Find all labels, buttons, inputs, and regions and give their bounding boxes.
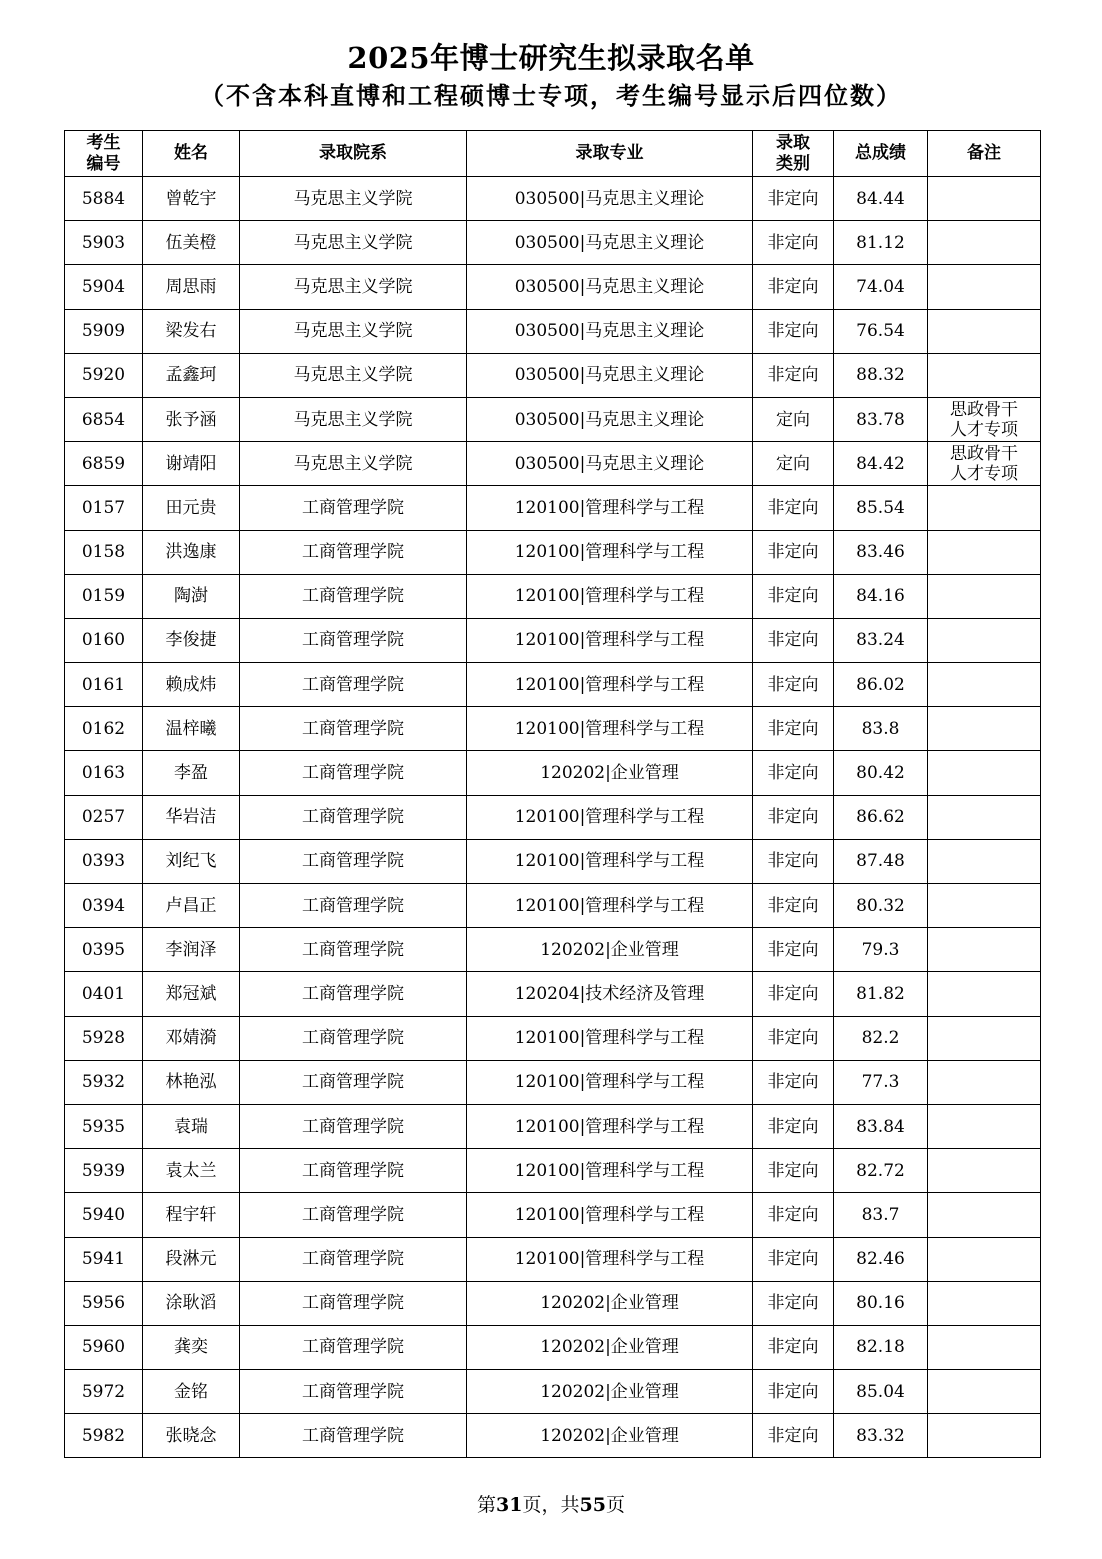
table-row xyxy=(65,1325,1041,1369)
table-row xyxy=(65,1414,1041,1458)
cell-school: 工商管理学院 xyxy=(240,707,467,751)
cell-major: 120202|企业管理 xyxy=(467,1325,753,1369)
cell-type: 非定向 xyxy=(753,928,834,972)
cell-score: 83.32 xyxy=(834,1414,928,1458)
cell-type: 非定向 xyxy=(753,1237,834,1281)
cell-id: 5903 xyxy=(65,221,143,265)
header-major: 录取专业 xyxy=(467,131,753,177)
cell-type: 非定向 xyxy=(753,795,834,839)
table-row xyxy=(65,530,1041,574)
cell-name: 李润泽 xyxy=(143,928,240,972)
cell-score: 77.3 xyxy=(834,1060,928,1104)
cell-id: 5956 xyxy=(65,1281,143,1325)
cell-name: 袁瑞 xyxy=(143,1104,240,1148)
cell-name: 田元贵 xyxy=(143,486,240,530)
cell-note xyxy=(928,1370,1041,1414)
cell-school: 工商管理学院 xyxy=(240,1193,467,1237)
table-row xyxy=(65,751,1041,795)
cell-major: 120202|企业管理 xyxy=(467,928,753,972)
admission-table xyxy=(64,130,1041,1458)
footer-prefix: 第 xyxy=(477,1494,497,1516)
cell-major: 120100|管理科学与工程 xyxy=(467,1149,753,1193)
cell-type: 非定向 xyxy=(753,972,834,1016)
cell-type: 非定向 xyxy=(753,574,834,618)
table-row xyxy=(65,1016,1041,1060)
table-row xyxy=(65,397,1041,441)
cell-score: 80.16 xyxy=(834,1281,928,1325)
cell-score: 83.46 xyxy=(834,530,928,574)
cell-school: 工商管理学院 xyxy=(240,1016,467,1060)
cell-school: 马克思主义学院 xyxy=(240,221,467,265)
cell-id: 0401 xyxy=(65,972,143,1016)
cell-type: 非定向 xyxy=(753,751,834,795)
cell-note xyxy=(928,1237,1041,1281)
cell-type: 非定向 xyxy=(753,1104,834,1148)
table-row xyxy=(65,618,1041,662)
cell-note xyxy=(928,1193,1041,1237)
cell-type: 非定向 xyxy=(753,839,834,883)
cell-type: 非定向 xyxy=(753,663,834,707)
cell-note xyxy=(928,397,1041,441)
cell-school: 马克思主义学院 xyxy=(240,177,467,221)
cell-type: 非定向 xyxy=(753,1414,834,1458)
cell-major: 120100|管理科学与工程 xyxy=(467,574,753,618)
cell-id: 5982 xyxy=(65,1414,143,1458)
page-title: 2025年博士研究生拟录取名单 xyxy=(347,41,755,75)
cell-major: 120100|管理科学与工程 xyxy=(467,663,753,707)
cell-major: 120100|管理科学与工程 xyxy=(467,1237,753,1281)
cell-name: 孟鑫珂 xyxy=(143,353,240,397)
cell-school: 工商管理学院 xyxy=(240,928,467,972)
table-row xyxy=(65,177,1041,221)
table-row xyxy=(65,884,1041,928)
cell-id: 0161 xyxy=(65,663,143,707)
cell-school: 工商管理学院 xyxy=(240,618,467,662)
cell-note xyxy=(928,309,1041,353)
cell-major: 120100|管理科学与工程 xyxy=(467,795,753,839)
cell-school: 工商管理学院 xyxy=(240,751,467,795)
cell-major: 030500|马克思主义理论 xyxy=(467,397,753,441)
cell-major: 030500|马克思主义理论 xyxy=(467,177,753,221)
cell-name: 曾乾宇 xyxy=(143,177,240,221)
table-row xyxy=(65,1104,1041,1148)
cell-type: 非定向 xyxy=(753,1281,834,1325)
cell-type: 非定向 xyxy=(753,221,834,265)
cell-school: 工商管理学院 xyxy=(240,1281,467,1325)
cell-type: 非定向 xyxy=(753,1325,834,1369)
table-row xyxy=(65,442,1041,486)
cell-score: 84.42 xyxy=(834,442,928,486)
cell-name: 华岩洁 xyxy=(143,795,240,839)
footer-total-pages: 55 xyxy=(579,1494,606,1516)
cell-id: 0395 xyxy=(65,928,143,972)
page-footer xyxy=(0,1490,1102,1517)
table-row xyxy=(65,707,1041,751)
cell-major: 120100|管理科学与工程 xyxy=(467,1060,753,1104)
cell-id: 5940 xyxy=(65,1193,143,1237)
cell-major: 120100|管理科学与工程 xyxy=(467,618,753,662)
cell-major: 120100|管理科学与工程 xyxy=(467,707,753,751)
cell-score: 83.8 xyxy=(834,707,928,751)
cell-major: 120100|管理科学与工程 xyxy=(467,839,753,883)
cell-school: 工商管理学院 xyxy=(240,884,467,928)
cell-type: 非定向 xyxy=(753,1149,834,1193)
cell-note xyxy=(928,1149,1041,1193)
cell-school: 马克思主义学院 xyxy=(240,309,467,353)
cell-school: 工商管理学院 xyxy=(240,1149,467,1193)
cell-major: 030500|马克思主义理论 xyxy=(467,221,753,265)
table-row xyxy=(65,574,1041,618)
cell-name: 谢靖阳 xyxy=(143,442,240,486)
cell-name: 陶澍 xyxy=(143,574,240,618)
cell-type: 非定向 xyxy=(753,530,834,574)
cell-major: 120204|技术经济及管理 xyxy=(467,972,753,1016)
table-row xyxy=(65,265,1041,309)
cell-type: 非定向 xyxy=(753,884,834,928)
cell-score: 84.44 xyxy=(834,177,928,221)
cell-score: 80.42 xyxy=(834,751,928,795)
cell-id: 5884 xyxy=(65,177,143,221)
cell-major: 030500|马克思主义理论 xyxy=(467,442,753,486)
cell-note xyxy=(928,177,1041,221)
cell-note xyxy=(928,1060,1041,1104)
cell-id: 5935 xyxy=(65,1104,143,1148)
cell-score: 81.82 xyxy=(834,972,928,1016)
cell-note xyxy=(928,1281,1041,1325)
cell-type: 非定向 xyxy=(753,707,834,751)
cell-id: 0160 xyxy=(65,618,143,662)
cell-major: 120100|管理科学与工程 xyxy=(467,1104,753,1148)
note-line: 思政骨干 xyxy=(950,443,1018,464)
cell-note xyxy=(928,1104,1041,1148)
cell-type: 定向 xyxy=(753,397,834,441)
note-line: 人才专项 xyxy=(950,419,1018,440)
cell-score: 82.72 xyxy=(834,1149,928,1193)
cell-score: 87.48 xyxy=(834,839,928,883)
cell-school: 工商管理学院 xyxy=(240,530,467,574)
cell-school: 工商管理学院 xyxy=(240,663,467,707)
cell-score: 83.7 xyxy=(834,1193,928,1237)
cell-school: 马克思主义学院 xyxy=(240,265,467,309)
cell-note xyxy=(928,221,1041,265)
cell-id: 0162 xyxy=(65,707,143,751)
cell-major: 120100|管理科学与工程 xyxy=(467,486,753,530)
cell-score: 85.04 xyxy=(834,1370,928,1414)
table-row xyxy=(65,795,1041,839)
cell-major: 120100|管理科学与工程 xyxy=(467,1193,753,1237)
cell-school: 工商管理学院 xyxy=(240,1104,467,1148)
cell-school: 工商管理学院 xyxy=(240,1370,467,1414)
cell-id: 0159 xyxy=(65,574,143,618)
cell-type: 非定向 xyxy=(753,486,834,530)
table-row xyxy=(65,928,1041,972)
table-row xyxy=(65,1370,1041,1414)
header-score: 总成绩 xyxy=(834,131,928,177)
header-id-line-2: 编号 xyxy=(86,153,121,174)
cell-name: 邓婧漪 xyxy=(143,1016,240,1060)
cell-note xyxy=(928,751,1041,795)
cell-name: 龚奕 xyxy=(143,1325,240,1369)
cell-id: 0158 xyxy=(65,530,143,574)
cell-school: 工商管理学院 xyxy=(240,1325,467,1369)
cell-major: 120100|管理科学与工程 xyxy=(467,530,753,574)
cell-name: 刘纪飞 xyxy=(143,839,240,883)
header-note: 备注 xyxy=(928,131,1041,177)
cell-type: 非定向 xyxy=(753,1193,834,1237)
cell-name: 涂耿滔 xyxy=(143,1281,240,1325)
cell-school: 工商管理学院 xyxy=(240,795,467,839)
cell-name: 张予涵 xyxy=(143,397,240,441)
cell-name: 段淋元 xyxy=(143,1237,240,1281)
cell-score: 74.04 xyxy=(834,265,928,309)
cell-score: 82.46 xyxy=(834,1237,928,1281)
cell-id: 6859 xyxy=(65,442,143,486)
table-row xyxy=(65,486,1041,530)
cell-id: 5939 xyxy=(65,1149,143,1193)
cell-name: 周思雨 xyxy=(143,265,240,309)
cell-school: 工商管理学院 xyxy=(240,1060,467,1104)
table-row xyxy=(65,839,1041,883)
cell-school: 工商管理学院 xyxy=(240,972,467,1016)
cell-score: 86.02 xyxy=(834,663,928,707)
header-type xyxy=(753,131,834,177)
cell-id: 0163 xyxy=(65,751,143,795)
header-id-line-1: 考生 xyxy=(86,132,121,153)
cell-id: 5909 xyxy=(65,309,143,353)
cell-note xyxy=(928,265,1041,309)
cell-score: 83.84 xyxy=(834,1104,928,1148)
cell-id: 5920 xyxy=(65,353,143,397)
cell-score: 80.32 xyxy=(834,884,928,928)
cell-school: 工商管理学院 xyxy=(240,839,467,883)
cell-major: 120202|企业管理 xyxy=(467,1414,753,1458)
cell-id: 5904 xyxy=(65,265,143,309)
footer-page-number: 31 xyxy=(496,1494,523,1516)
cell-type: 非定向 xyxy=(753,1370,834,1414)
cell-note xyxy=(928,530,1041,574)
cell-score: 84.16 xyxy=(834,574,928,618)
cell-type: 非定向 xyxy=(753,1016,834,1060)
cell-type: 定向 xyxy=(753,442,834,486)
table-row xyxy=(65,353,1041,397)
table-row xyxy=(65,1281,1041,1325)
cell-score: 82.18 xyxy=(834,1325,928,1369)
cell-score: 83.78 xyxy=(834,397,928,441)
cell-name: 赖成炜 xyxy=(143,663,240,707)
header-name: 姓名 xyxy=(143,131,240,177)
cell-note xyxy=(928,972,1041,1016)
cell-name: 林艳泓 xyxy=(143,1060,240,1104)
cell-note xyxy=(928,1325,1041,1369)
cell-id: 5941 xyxy=(65,1237,143,1281)
cell-major: 120202|企业管理 xyxy=(467,1281,753,1325)
cell-name: 温梓曦 xyxy=(143,707,240,751)
cell-id: 0257 xyxy=(65,795,143,839)
header-type-line-1: 录取 xyxy=(776,132,810,153)
cell-note xyxy=(928,707,1041,751)
cell-score: 83.24 xyxy=(834,618,928,662)
cell-major: 030500|马克思主义理论 xyxy=(467,265,753,309)
cell-note xyxy=(928,795,1041,839)
note-line: 人才专项 xyxy=(950,463,1018,484)
cell-note xyxy=(928,839,1041,883)
cell-score: 85.54 xyxy=(834,486,928,530)
cell-name: 郑冠斌 xyxy=(143,972,240,1016)
cell-major: 030500|马克思主义理论 xyxy=(467,309,753,353)
cell-score: 86.62 xyxy=(834,795,928,839)
cell-school: 工商管理学院 xyxy=(240,574,467,618)
cell-name: 李俊捷 xyxy=(143,618,240,662)
table-row xyxy=(65,663,1041,707)
cell-school: 工商管理学院 xyxy=(240,1237,467,1281)
cell-type: 非定向 xyxy=(753,177,834,221)
cell-id: 5972 xyxy=(65,1370,143,1414)
table-row xyxy=(65,972,1041,1016)
cell-major: 120202|企业管理 xyxy=(467,751,753,795)
cell-name: 金铭 xyxy=(143,1370,240,1414)
footer-middle: 页，共 xyxy=(522,1494,580,1516)
table-row xyxy=(65,309,1041,353)
cell-id: 6854 xyxy=(65,397,143,441)
header-type-line-2: 类别 xyxy=(776,153,810,174)
cell-note xyxy=(928,574,1041,618)
cell-name: 伍美橙 xyxy=(143,221,240,265)
cell-note xyxy=(928,1414,1041,1458)
cell-id: 5928 xyxy=(65,1016,143,1060)
cell-note xyxy=(928,1016,1041,1060)
table-body xyxy=(65,177,1041,1458)
cell-id: 0394 xyxy=(65,884,143,928)
cell-type: 非定向 xyxy=(753,265,834,309)
header-school: 录取院系 xyxy=(240,131,467,177)
table-row xyxy=(65,1060,1041,1104)
cell-name: 张晓念 xyxy=(143,1414,240,1458)
cell-note xyxy=(928,663,1041,707)
cell-school: 工商管理学院 xyxy=(240,486,467,530)
cell-score: 82.2 xyxy=(834,1016,928,1060)
cell-name: 袁太兰 xyxy=(143,1149,240,1193)
cell-note xyxy=(928,928,1041,972)
cell-type: 非定向 xyxy=(753,618,834,662)
cell-score: 79.3 xyxy=(834,928,928,972)
cell-note xyxy=(928,618,1041,662)
cell-name: 李盈 xyxy=(143,751,240,795)
table-header-row xyxy=(65,131,1041,177)
cell-school: 工商管理学院 xyxy=(240,1414,467,1458)
cell-score: 81.12 xyxy=(834,221,928,265)
footer-suffix: 页 xyxy=(605,1494,625,1516)
cell-note xyxy=(928,442,1041,486)
cell-school: 马克思主义学院 xyxy=(240,442,467,486)
table-row xyxy=(65,1149,1041,1193)
cell-id: 0157 xyxy=(65,486,143,530)
cell-note xyxy=(928,486,1041,530)
cell-name: 卢昌正 xyxy=(143,884,240,928)
cell-id: 5932 xyxy=(65,1060,143,1104)
table-row xyxy=(65,221,1041,265)
cell-name: 洪逸康 xyxy=(143,530,240,574)
cell-school: 马克思主义学院 xyxy=(240,397,467,441)
cell-major: 030500|马克思主义理论 xyxy=(467,353,753,397)
cell-name: 程宇轩 xyxy=(143,1193,240,1237)
cell-score: 88.32 xyxy=(834,353,928,397)
cell-major: 120100|管理科学与工程 xyxy=(467,884,753,928)
page-subtitle: （不含本科直博和工程硕博士专项，考生编号显示后四位数） xyxy=(200,81,902,110)
cell-type: 非定向 xyxy=(753,309,834,353)
cell-type: 非定向 xyxy=(753,353,834,397)
cell-note xyxy=(928,353,1041,397)
header-id xyxy=(65,131,143,177)
cell-type: 非定向 xyxy=(753,1060,834,1104)
cell-school: 马克思主义学院 xyxy=(240,353,467,397)
table-row xyxy=(65,1237,1041,1281)
cell-id: 5960 xyxy=(65,1325,143,1369)
table-row xyxy=(65,1193,1041,1237)
cell-id: 0393 xyxy=(65,839,143,883)
cell-major: 120202|企业管理 xyxy=(467,1370,753,1414)
cell-score: 76.54 xyxy=(834,309,928,353)
cell-major: 120100|管理科学与工程 xyxy=(467,1016,753,1060)
cell-note xyxy=(928,884,1041,928)
note-line: 思政骨干 xyxy=(950,399,1018,420)
cell-name: 梁发右 xyxy=(143,309,240,353)
